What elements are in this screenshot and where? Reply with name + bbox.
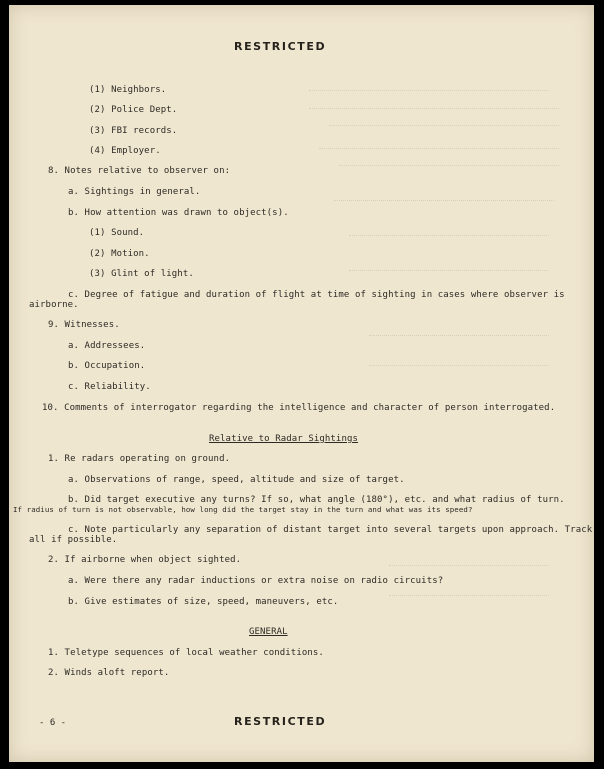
bleed-through-line bbox=[334, 200, 554, 202]
bleed-through-line bbox=[369, 365, 549, 367]
document-page bbox=[9, 5, 594, 762]
item-8c-line2: airborne. bbox=[29, 300, 79, 310]
radar-item-2: 2. If airborne when object sighted. bbox=[48, 555, 242, 565]
radar-item-2b: b. Give estimates of size, speed, maneuvers, etc. bbox=[68, 597, 339, 607]
radar-item-1: 1. Re radars operating on ground. bbox=[48, 454, 231, 464]
radar-item-1b-line2: If radius of turn is not observable, how long did the target stay in the turn and what was its speed? bbox=[13, 505, 473, 514]
item-9b: b. Occupation. bbox=[68, 361, 146, 371]
bleed-through-line bbox=[369, 335, 549, 337]
page-number: - 6 - bbox=[39, 718, 67, 728]
list-item-police: (2) Police Dept. bbox=[89, 105, 178, 115]
radar-item-1b-line1: b. Did target executive any turns? If so, what angle (180°), etc. and what radius of turn. bbox=[68, 495, 565, 505]
section-8-heading: 8. Notes relative to observer on: bbox=[48, 166, 231, 176]
list-item-sound: (1) Sound. bbox=[89, 228, 145, 238]
bleed-through-line bbox=[349, 235, 549, 237]
section-10-heading: 10. Comments of interrogator regarding the intelligence and character of person interrogated. bbox=[42, 403, 556, 413]
item-8b: b. How attention was drawn to object(s). bbox=[68, 208, 289, 218]
item-9a: a. Addressees. bbox=[68, 341, 146, 351]
list-item-employer: (4) Employer. bbox=[89, 146, 161, 156]
bleed-through-line bbox=[319, 148, 559, 150]
bleed-through-line bbox=[309, 90, 549, 92]
radar-item-2a: a. Were there any radar inductions or extra noise on radio circuits? bbox=[68, 576, 444, 586]
radar-item-1c-line2: all if possible. bbox=[29, 535, 118, 545]
item-8a: a. Sightings in general. bbox=[68, 187, 201, 197]
general-item-2: 2. Winds aloft report. bbox=[48, 668, 170, 678]
list-item-motion: (2) Motion. bbox=[89, 249, 150, 259]
list-item-fbi: (3) FBI records. bbox=[89, 126, 178, 136]
radar-item-1c-line1: c. Note particularly any separation of distant target into several targets upon approach. Track bbox=[68, 525, 593, 535]
bleed-through-line bbox=[329, 125, 559, 127]
bleed-through-line bbox=[309, 108, 559, 110]
classification-footer: RESTRICTED bbox=[234, 715, 327, 728]
general-section-heading: GENERAL bbox=[249, 627, 288, 637]
radar-item-1a: a. Observations of range, speed, altitude and size of target. bbox=[68, 475, 405, 485]
section-9-heading: 9. Witnesses. bbox=[48, 320, 120, 330]
list-item-glint: (3) Glint of light. bbox=[89, 269, 194, 279]
classification-header: RESTRICTED bbox=[234, 40, 327, 53]
item-9c: c. Reliability. bbox=[68, 382, 151, 392]
general-item-1: 1. Teletype sequences of local weather conditions. bbox=[48, 648, 324, 658]
bleed-through-line bbox=[339, 165, 559, 167]
bleed-through-line bbox=[349, 270, 549, 272]
radar-section-heading: Relative to Radar Sightings bbox=[209, 434, 358, 444]
bleed-through-line bbox=[389, 595, 549, 597]
list-item-neighbors: (1) Neighbors. bbox=[89, 85, 167, 95]
bleed-through-line bbox=[389, 565, 549, 567]
item-8c-line1: c. Degree of fatigue and duration of flight at time of sighting in cases where observer is bbox=[68, 290, 565, 300]
